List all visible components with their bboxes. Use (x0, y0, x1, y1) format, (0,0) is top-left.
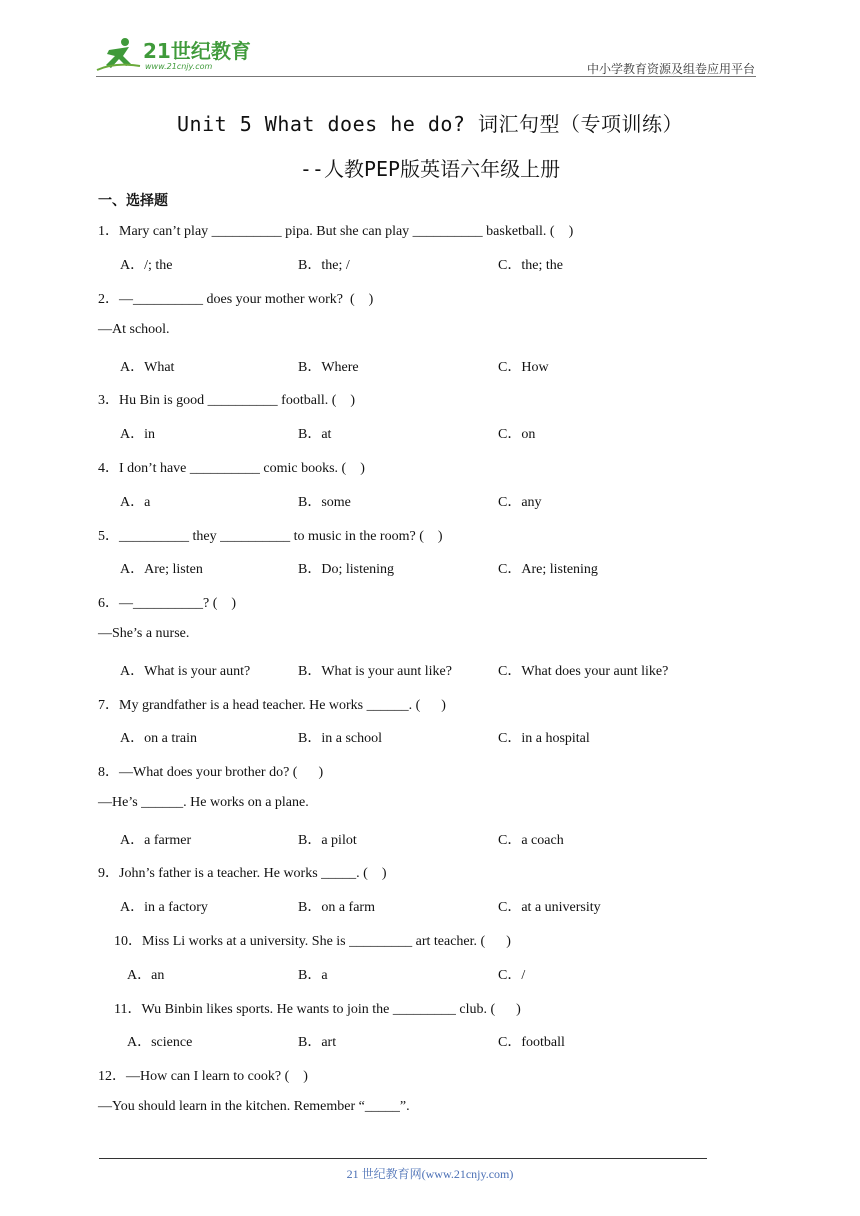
question-4: 4．I don’t have __________ comic books. ( ) (98, 461, 365, 476)
option-10a[interactable]: A．an (127, 968, 165, 983)
question-12: 12．—How can I learn to cook? ( ) (98, 1069, 308, 1084)
option-11a[interactable]: A．science (127, 1035, 193, 1050)
option-5a[interactable]: A．Are; listen (120, 562, 203, 577)
option-6a[interactable]: A．What is your aunt? (120, 664, 251, 679)
option-11b[interactable]: B．art (298, 1035, 337, 1050)
option-3b[interactable]: B．at (298, 427, 332, 442)
option-1b[interactable]: B．the; / (298, 258, 350, 273)
svg-text:21世纪教育: 21世纪教育 (143, 39, 251, 63)
option-9c[interactable]: C．at a university (498, 900, 601, 915)
question-1: 1．Mary can’t play __________ pipa. But she can play __________ basketball. ( ) (98, 224, 574, 239)
option-7c[interactable]: C．in a hospital (498, 731, 590, 746)
option-8c[interactable]: C．a coach (498, 833, 564, 848)
option-6b[interactable]: B．What is your aunt like? (298, 664, 452, 679)
option-1c[interactable]: C．the; the (498, 258, 563, 273)
question-11: 11．Wu Binbin likes sports. He wants to join the _________ club. ( ) (114, 1002, 521, 1017)
question-9: 9．John’s father is a teacher. He works _____. ( ) (98, 866, 387, 881)
option-5c[interactable]: C．Are; listening (498, 562, 598, 577)
question-2-answer-line: —At school. (98, 322, 170, 337)
option-2b[interactable]: B．Where (298, 360, 359, 375)
question-12-answer-line: —You should learn in the kitchen. Remember “_____”. (98, 1099, 410, 1114)
question-8-answer-line: —He’s ______. He works on a plane. (98, 795, 309, 810)
footer-link[interactable]: 21 世纪教育网(www.21cnjy.com) (346, 1167, 514, 1181)
option-10c[interactable]: C．/ (498, 968, 526, 983)
option-2c[interactable]: C．How (498, 360, 549, 375)
logo-21cnjy (95, 36, 260, 72)
option-4b[interactable]: B．some (298, 495, 351, 510)
option-9b[interactable]: B．on a farm (298, 900, 375, 915)
option-6c[interactable]: C．What does your aunt like? (498, 664, 669, 679)
svg-text:www.21cnjy.com: www.21cnjy.com (145, 62, 213, 71)
section-heading: 一、选择题 (98, 193, 168, 209)
question-6-answer-line: —She’s a nurse. (98, 626, 190, 641)
option-7a[interactable]: A．on a train (120, 731, 197, 746)
option-8b[interactable]: B．a pilot (298, 833, 357, 848)
question-5: 5．__________ they __________ to music in the room? ( ) (98, 529, 443, 544)
option-2a[interactable]: A．What (120, 360, 175, 375)
option-4c[interactable]: C．any (498, 495, 542, 510)
option-3c[interactable]: C．on (498, 427, 536, 442)
option-11c[interactable]: C．football (498, 1035, 565, 1050)
question-6: 6．—__________? ( ) (98, 596, 237, 611)
header-divider (96, 76, 756, 77)
question-8: 8．—What does your brother do? ( ) (98, 765, 324, 780)
option-1a[interactable]: A．/; the (120, 258, 173, 273)
footer-divider (99, 1158, 707, 1159)
option-5b[interactable]: B．Do; listening (298, 562, 395, 577)
runner-icon (97, 38, 140, 70)
question-7: 7．My grandfather is a head teacher. He works ______. ( ) (98, 698, 446, 713)
page-subtitle: --人教PEP版英语六年级上册 (299, 157, 561, 181)
option-4a[interactable]: A．a (120, 495, 151, 510)
page-header (95, 30, 755, 78)
question-3: 3．Hu Bin is good __________ football. ( ) (98, 393, 356, 408)
option-8a[interactable]: A．a farmer (120, 833, 192, 848)
header-platform-name: 中小学教育资源及组卷应用平台 (586, 62, 755, 76)
question-10: 10．Miss Li works at a university. She is _________ art teacher. ( ) (114, 934, 511, 949)
option-7b[interactable]: B．in a school (298, 731, 382, 746)
option-9a[interactable]: A．in a factory (120, 900, 208, 915)
page-title: Unit 5 What does he do? 词汇句型（专项训练） (177, 112, 683, 136)
option-10b[interactable]: B．a (298, 968, 328, 983)
question-2: 2．—__________ does your mother work? ( ) (98, 292, 374, 307)
option-3a[interactable]: A．in (120, 427, 155, 442)
